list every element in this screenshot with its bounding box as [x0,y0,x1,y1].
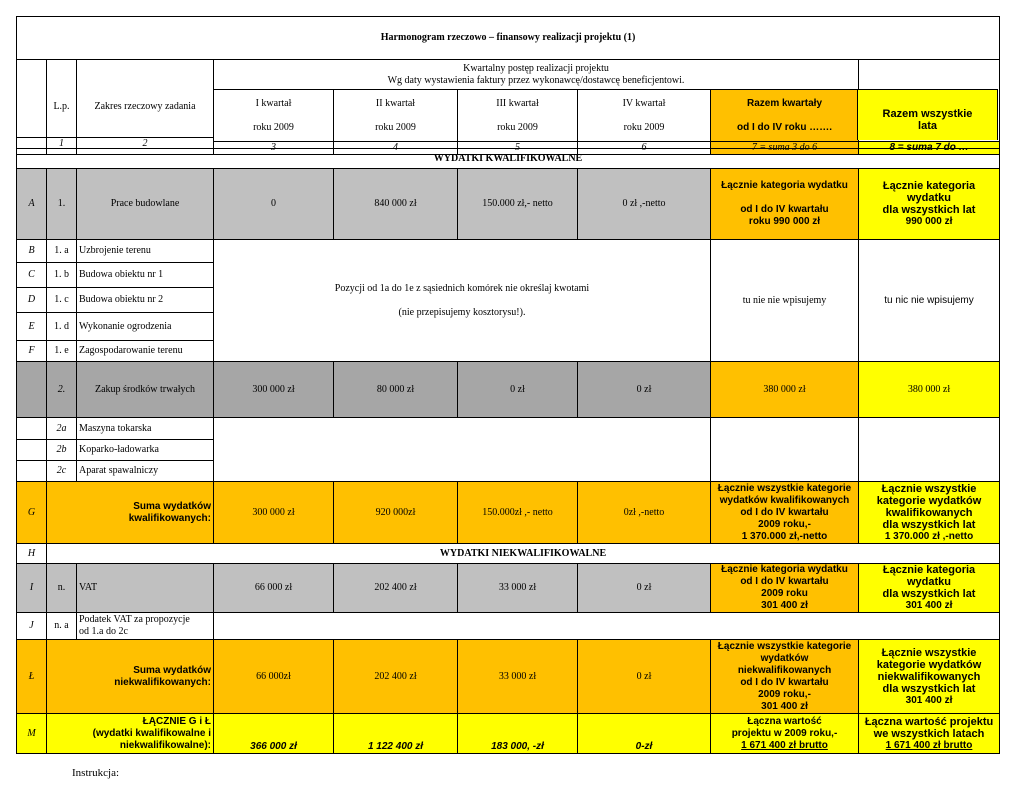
row-f-letter: F [17,341,47,362]
header-q1: I kwartał roku 2009 [214,90,334,142]
header-kwartalny: Kwartalny postęp realizacji projektu Wg daty wystawienia faktury przez wykonawcę/dostawcę beneficjentowi. [214,60,859,90]
row-2a-num: 2a [47,418,77,440]
row-m-q1: 366 000 zł [214,714,334,754]
header-razem-kwartaly: Razem kwartały od I do IV roku ……. [711,90,859,142]
row-2c-name: Aparat spawalniczy [77,461,214,482]
row-2-q4: 0 zł [578,362,711,418]
num-3: 3 [214,142,334,155]
row-d-letter: D [17,288,47,313]
row-i-q2: 202 400 zł [334,564,458,613]
row-2-all: 380 000 zł [859,362,1000,418]
row-m-razem: Łączna wartość projektu w 2009 roku,- 1 671 400 zł brutto [711,714,859,754]
row-a-name: Prace budowlane [77,169,214,240]
row-f-num: 1. e [47,341,77,362]
row-2-num: 2. [47,362,77,418]
row-m-name: ŁĄCZNIE G i Ł (wydatki kwalifikowalne i niekwalifikowalne): [47,714,214,754]
row-a-letter: A [17,169,47,240]
num-4: 4 [334,142,458,155]
num-8: 8 = suma 7 do … [859,142,1000,155]
row-c-name: Budowa obiektu nr 1 [77,263,214,288]
row-j-name: Podatek VAT za propozycje od 1.a do 2c [77,613,214,640]
row-2-letter [17,362,47,418]
row-l-name: Suma wydatków niekwalifikowanych: [47,640,214,714]
header-zakres: Zakres rzeczowy zadania [77,60,214,155]
tu-nie-cell: tu nie nie wpisujemy [711,240,859,362]
row-g-q3: 150.000zł ,- netto [458,482,578,544]
row-g-all: Łącznie wszystkie kategorie wydatków kwalifikowanych dla wszystkich lat 1 370.000 zł ,-netto [859,482,1000,544]
row-2abc-all-blank [859,418,1000,482]
header-razem-wszystkie: Razem wszystkie lata [857,89,998,140]
row-2-q2: 80 000 zł [334,362,458,418]
row-l-letter: Ł [17,640,47,714]
row-a-q2: 840 000 zł [334,169,458,240]
row-m-q3: 183 000, -zł [458,714,578,754]
row-f-name: Zagospodarowanie terenu [77,341,214,362]
row-m-all: Łączna wartość projektu we wszystkich latach 1 671 400 zł brutto [859,714,1000,754]
row-2c-letter [17,461,47,482]
row-i-all: Łącznie kategoria wydatku dla wszystkich lat 301 400 zł [859,564,1000,613]
header-q3: III kwartał roku 2009 [458,90,578,142]
row-j-blank [214,613,1000,640]
page-title: Harmonogram rzeczowo – finansowy realizacji projektu (1) [17,17,1000,60]
row-d-name: Budowa obiektu nr 2 [77,288,214,313]
row-i-razem: Łącznie kategoria wydatku od I do IV kwartału 2009 roku 301 400 zł [711,564,859,613]
row-i-letter: I [17,564,47,613]
row-e-name: Wykonanie ogrodzenia [77,313,214,341]
row-2b-name: Koparko-ładowarka [77,440,214,461]
row-c-letter: C [17,263,47,288]
tu-nic-cell: tu nic nie wpisujemy [859,240,1000,362]
row-h-letter: H [17,544,47,564]
row-i-q4: 0 zł [578,564,711,613]
row-l-q2: 202 400 zł [334,640,458,714]
num-5: 5 [458,142,578,155]
row-2-q3: 0 zł [458,362,578,418]
header-q4: IV kwartał roku 2009 [578,90,711,142]
row-m-q2: 1 122 400 zł [334,714,458,754]
row-2-q1: 300 000 zł [214,362,334,418]
row-b-name: Uzbrojenie terenu [77,240,214,263]
row-2c-num: 2c [47,461,77,482]
row-m-q4: 0-zł [578,714,711,754]
header-lp: L.p. [47,60,77,155]
row-i-q1: 66 000 zł [214,564,334,613]
row-b-letter: B [17,240,47,263]
row-a-razem: Łącznie kategoria wydatku od I do IV kwartału roku 990 000 zł [711,169,859,240]
header-q2: II kwartał roku 2009 [334,90,458,142]
row-l-q4: 0 zł [578,640,711,714]
row-l-razem: Łącznie wszystkie kategorie wydatków niekwalifikowanych od I do IV kwartału 2009 roku,- 301 400 zł [711,640,859,714]
row-c-num: 1. b [47,263,77,288]
row-2b-letter [17,440,47,461]
row-i-name: VAT [77,564,214,613]
merged-note: Pozycji od 1a do 1e z sąsiednich komórek nie określaj kwotami (nie przepisujemy kosztorysu!). [214,240,711,362]
row-2-name: Zakup środków trwałych [77,362,214,418]
section-niekwalifikowalne: WYDATKI NIEKWALIFIKOWALNE [47,544,1000,564]
row-e-letter: E [17,313,47,341]
row-j-num: n. a [47,613,77,640]
footer-instrukcja: Instrukcja: [72,767,120,779]
row-g-name: Suma wydatków kwalifikowanych: [47,482,214,544]
row-d-num: 1. c [47,288,77,313]
row-g-razem: Łącznie wszystkie kategorie wydatków kwalifikowanych od I do IV kwartału 2009 roku,- 1 370.000 zł,-netto [711,482,859,544]
row-m-letter: M [17,714,47,754]
num-2: 2 [76,137,214,149]
row-j-letter: J [17,613,47,640]
body-table [16,148,1000,754]
row-i-q3: 33 000 zł [458,564,578,613]
row-a-num: 1. [47,169,77,240]
num-1: 1 [46,137,77,149]
row-l-q1: 66 000zł [214,640,334,714]
row-e-num: 1. d [47,313,77,341]
row-a-q1: 0 [214,169,334,240]
row-l-all: Łącznie wszystkie kategorie wydatków niekwalifikowanych dla wszystkich lat 301 400 zł [859,640,1000,714]
row-a-all: Łącznie kategoria wydatku dla wszystkich lat 990 000 zł [859,169,1000,240]
row-2a-letter [17,418,47,440]
row-g-q1: 300 000 zł [214,482,334,544]
section-kwalifikowalne: WYDATKI KWALIFIKOWALNE [17,149,1000,169]
row-g-letter: G [17,482,47,544]
row-g-q4: 0zł ,-netto [578,482,711,544]
num-6: 6 [578,142,711,155]
row-l-q3: 33 000 zł [458,640,578,714]
row-2b-num: 2b [47,440,77,461]
row-a-q4: 0 zł ,-netto [578,169,711,240]
row-2a-name: Maszyna tokarska [77,418,214,440]
row-b-num: 1. a [47,240,77,263]
row-a-q3: 150.000 zł,- netto [458,169,578,240]
row-2-razem: 380 000 zł [711,362,859,418]
schedule-table [16,16,1000,155]
num-7: 7 = suma 3 do 6 [711,142,859,155]
row-g-q2: 920 000zł [334,482,458,544]
row-2abc-razem-blank [711,418,859,482]
row-i-num: n. [47,564,77,613]
row-2abc-blank [214,418,711,482]
